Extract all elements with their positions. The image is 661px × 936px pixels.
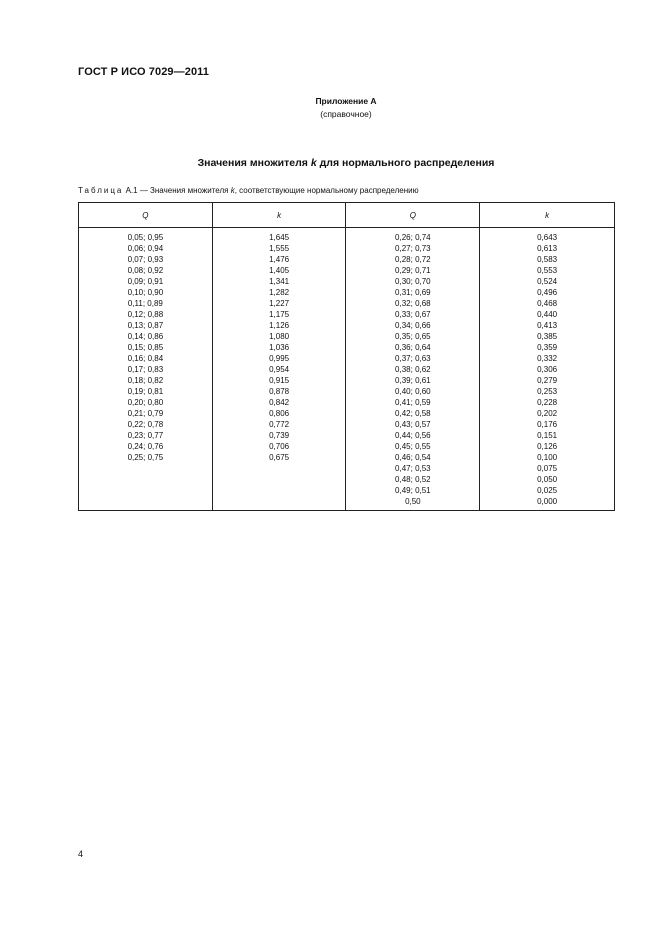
column-k-1 bbox=[212, 228, 346, 511]
table-cell-value: 0,46; 0,54 bbox=[395, 453, 431, 462]
table-caption-number: А.1 — Значения множителя bbox=[123, 186, 231, 195]
table-cell-value: 0,468 bbox=[537, 299, 558, 308]
table-cell-value: 1,555 bbox=[269, 244, 290, 253]
table-cell-value: 0,32; 0,68 bbox=[395, 299, 431, 308]
table-cell-value: 0,47; 0,53 bbox=[395, 464, 431, 473]
table-cell-value: 0,954 bbox=[269, 365, 290, 374]
table-cell-value: 0,176 bbox=[537, 420, 558, 429]
table-cell-value: 1,036 bbox=[269, 343, 290, 352]
table-cell-value: 0,27; 0,73 bbox=[395, 244, 431, 253]
table-cell-value: 1,227 bbox=[269, 299, 290, 308]
table-cell-value: 0,253 bbox=[537, 387, 558, 396]
section-title-after: для нормального распределения bbox=[316, 157, 495, 169]
table-cell-value: 0,26; 0,74 bbox=[395, 233, 431, 242]
table-cell-value: 0,000 bbox=[537, 497, 558, 506]
table-cell-value: 0,40; 0,60 bbox=[395, 387, 431, 396]
table-cell-value: 0,739 bbox=[269, 431, 290, 440]
table-cell-value: 0,20; 0,80 bbox=[127, 398, 164, 407]
table-cell-value: 0,643 bbox=[537, 233, 558, 242]
table-cell-value: 0,33; 0,67 bbox=[395, 310, 431, 319]
table-cell-value: 0,06; 0,94 bbox=[127, 244, 164, 253]
table-cell-value: 0,228 bbox=[537, 398, 558, 407]
table-cell-value: 0,16; 0,84 bbox=[127, 354, 164, 363]
table-cell-value: 0,359 bbox=[537, 343, 558, 352]
table-cell-value: 0,675 bbox=[269, 453, 290, 462]
table-cell-value: 0,17; 0,83 bbox=[127, 365, 164, 374]
table-cell-value: 0,10; 0,90 bbox=[127, 288, 164, 297]
table-cell-value: 0,35; 0,65 bbox=[395, 332, 431, 341]
table-cell-value: 0,28; 0,72 bbox=[395, 255, 431, 264]
table-cell-value: 1,405 bbox=[269, 266, 290, 275]
header-q-2: Q bbox=[346, 203, 480, 228]
table-cell-value: 0,100 bbox=[537, 453, 558, 462]
table-cell-value: 1,080 bbox=[269, 332, 290, 341]
table-cell-value: 0,37; 0,63 bbox=[395, 354, 431, 363]
header-q-1: Q bbox=[79, 203, 213, 228]
table-cell-value: 0,19; 0,81 bbox=[127, 387, 164, 396]
table-cell-value: 0,202 bbox=[537, 409, 558, 418]
table-cell-value: 0,995 bbox=[269, 354, 290, 363]
table-cell-value: 0,806 bbox=[269, 409, 290, 418]
annex-title: Приложение А bbox=[315, 96, 377, 106]
table-cell-value: 0,706 bbox=[269, 442, 290, 451]
table-cell-value: 0,31; 0,69 bbox=[395, 288, 431, 297]
table-caption-label: Таблица bbox=[78, 186, 124, 195]
document-code: ГОСТ Р ИСО 7029—2011 bbox=[78, 66, 210, 78]
k-values-table bbox=[78, 202, 615, 511]
table-cell-value: 0,18; 0,82 bbox=[127, 376, 164, 385]
table-cell-value: 0,44; 0,56 bbox=[395, 431, 431, 440]
table-cell-value: 0,11; 0,89 bbox=[127, 299, 163, 308]
table-cell-value: 0,842 bbox=[269, 398, 290, 407]
table-cell-value: 0,25; 0,75 bbox=[127, 453, 164, 462]
table-cell-value: 0,151 bbox=[537, 431, 558, 440]
table-cell-value: 0,29; 0,71 bbox=[395, 266, 431, 275]
table-cell-value: 0,43; 0,57 bbox=[395, 420, 431, 429]
section-title bbox=[0, 157, 661, 169]
table-cell-value: 0,279 bbox=[537, 376, 558, 385]
table-cell-value: 0,07; 0,93 bbox=[127, 255, 164, 264]
table-caption bbox=[78, 186, 419, 195]
table-cell-value: 0,413 bbox=[537, 321, 558, 330]
table-cell-value: 0,15; 0,85 bbox=[127, 343, 164, 352]
table-cell-value: 1,175 bbox=[269, 310, 290, 319]
table-cell-value: 0,42; 0,58 bbox=[395, 409, 431, 418]
table-cell-value: 0,772 bbox=[269, 420, 290, 429]
table-cell-value: 0,34; 0,66 bbox=[395, 321, 431, 330]
table-cell-value: 0,22; 0,78 bbox=[127, 420, 164, 429]
table-cell-value: 0,12; 0,88 bbox=[127, 310, 164, 319]
header-k-2: k bbox=[480, 203, 615, 228]
table-body-row bbox=[79, 228, 615, 511]
column-k-2 bbox=[480, 228, 615, 511]
table-cell-value: 1,341 bbox=[269, 277, 290, 286]
table-cell-value: 0,13; 0,87 bbox=[127, 321, 164, 330]
table-caption-rest: , соответствующие нормальному распределению bbox=[234, 186, 419, 195]
annex-heading bbox=[0, 95, 661, 121]
table-cell-value: 0,23; 0,77 bbox=[127, 431, 164, 440]
column-q-2 bbox=[346, 228, 480, 511]
table-header-row bbox=[79, 203, 615, 228]
table-cell-value: 0,45; 0,55 bbox=[395, 442, 431, 451]
table-cell-value: 0,332 bbox=[537, 354, 558, 363]
table-cell-value: 0,50 bbox=[405, 497, 421, 506]
section-title-before: Значения множителя bbox=[197, 157, 311, 169]
table-cell-value: 1,645 bbox=[269, 233, 290, 242]
annex-subtitle: (справочное) bbox=[320, 109, 372, 119]
table-cell-value: 0,36; 0,64 bbox=[395, 343, 431, 352]
table-cell-value: 0,496 bbox=[537, 288, 558, 297]
table-cell-value: 0,915 bbox=[269, 376, 290, 385]
table-cell-value: 0,30; 0,70 bbox=[395, 277, 431, 286]
table-cell-value: 0,21; 0,79 bbox=[127, 409, 164, 418]
table-cell-value: 0,08; 0,92 bbox=[127, 266, 164, 275]
table-cell-value: 1,282 bbox=[269, 288, 290, 297]
table-cell-value: 0,48; 0,52 bbox=[395, 475, 431, 484]
table-cell-value: 0,613 bbox=[537, 244, 558, 253]
table-cell-value: 0,025 bbox=[537, 486, 558, 495]
table-cell-value: 1,476 bbox=[269, 255, 290, 264]
table-cell-value: 0,050 bbox=[537, 475, 558, 484]
table-cell-value: 0,49; 0,51 bbox=[395, 486, 431, 495]
table-cell-value: 0,05; 0,95 bbox=[127, 233, 164, 242]
table-cell-value: 0,583 bbox=[537, 255, 558, 264]
table-cell-value: 0,385 bbox=[537, 332, 558, 341]
table-cell-value: 0,14; 0,86 bbox=[127, 332, 164, 341]
section-title-variable: k bbox=[310, 157, 317, 169]
table-cell-value: 0,440 bbox=[537, 310, 558, 319]
table-cell-value: 0,553 bbox=[537, 266, 558, 275]
table-cell-value: 0,24; 0,76 bbox=[127, 442, 164, 451]
table-cell-value: 0,41; 0,59 bbox=[395, 398, 431, 407]
header-k-1: k bbox=[212, 203, 346, 228]
table-cell-value: 0,39; 0,61 bbox=[395, 376, 431, 385]
table-cell-value: 0,524 bbox=[537, 277, 558, 286]
table-cell-value: 0,126 bbox=[537, 442, 558, 451]
table-cell-value: 0,075 bbox=[537, 464, 558, 473]
page-number: 4 bbox=[78, 849, 84, 859]
column-q-1 bbox=[79, 228, 213, 511]
table-caption-variable: k bbox=[230, 186, 235, 195]
table-cell-value: 1,126 bbox=[269, 321, 290, 330]
table-cell-value: 0,306 bbox=[537, 365, 558, 374]
table-cell-value: 0,878 bbox=[269, 387, 290, 396]
table-cell-value: 0,38; 0,62 bbox=[395, 365, 431, 374]
table-cell-value: 0,09; 0,91 bbox=[127, 277, 164, 286]
